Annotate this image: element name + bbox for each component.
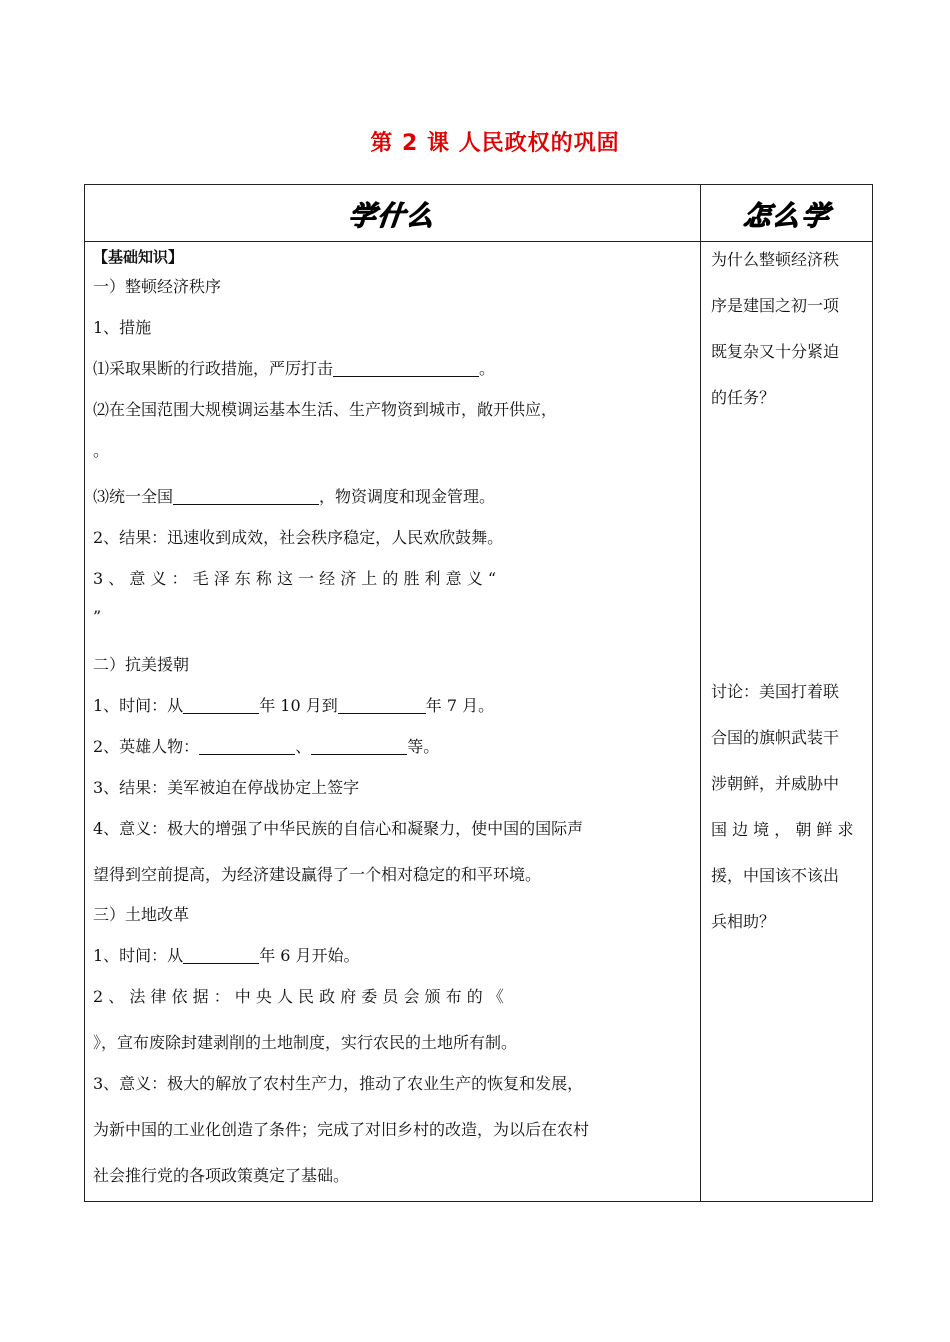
- discussion-line: 讨论：美国打着联: [711, 682, 840, 701]
- discussion-line: 兵相助？: [711, 912, 776, 931]
- discussion-line: 援，中国该不该出: [711, 866, 840, 885]
- section-2-title: 二）抗美援朝: [93, 655, 190, 674]
- s2-item-3: 3、结果：美军被迫在停战协定上签字: [93, 778, 360, 797]
- s3-item-2-line1: 2 、 法 律 依 据 ： 中 央 人 民 政 府 委 员 会 颁 布 的 《: [93, 987, 504, 1006]
- header-how-to-learn: 怎么学: [741, 200, 832, 232]
- s3-item-3-line1: 3、意义：极大的解放了农村生产力，推动了农业生产的恢复和发展，: [93, 1074, 584, 1093]
- s3-item-1: 1、时间：从 年 6 月开始。: [93, 946, 360, 965]
- question-1-line: 的任务？: [711, 388, 776, 407]
- fill-blank[interactable]: [183, 697, 259, 714]
- fill-blank[interactable]: [199, 738, 295, 755]
- discussion-line: 涉朝鲜，并威胁中: [711, 774, 840, 793]
- header-what-to-learn: 学什么: [347, 200, 438, 232]
- s2-item-4-line1: 4、意义：极大的增强了中华民族的自信心和凝聚力，使中国的国际声: [93, 819, 584, 838]
- question-1-line: 为什么整顿经济秩: [711, 250, 840, 269]
- s3-item-3-line2: 为新中国的工业化创造了条件；完成了对旧乡村的改造，为以后在农村: [93, 1120, 590, 1139]
- s1-item-3-end: ”: [93, 607, 102, 626]
- s2-item-2: 2、英雄人物： 、 等。: [93, 737, 440, 756]
- fill-blank[interactable]: [173, 488, 319, 505]
- s1-item-3: 3 、 意 义 ： 毛 泽 东 称 这 一 经 济 上 的 胜 利 意 义 “: [93, 569, 496, 588]
- s1-item-1: 1、措施: [93, 318, 152, 337]
- question-1-line: 序是建国之初一项: [711, 296, 840, 315]
- header-divider: [85, 241, 872, 242]
- s3-item-2-line2: 》，宣布废除封建剥削的土地制度，实行农民的土地所有制。: [93, 1033, 518, 1052]
- s1-measure-3: ⑶统一全国 ，物资调度和现金管理。: [93, 487, 496, 506]
- s2-item-1: 1、时间：从 年 10 月到 年 7 月。: [93, 696, 495, 715]
- section-3-title: 三）土地改革: [93, 905, 190, 924]
- page-title: 第 2 课 人民政权的巩固: [370, 131, 620, 156]
- section-label: 【基础知识】: [93, 248, 184, 266]
- fill-blank[interactable]: [183, 947, 259, 964]
- column-divider: [700, 185, 701, 1201]
- discussion-line: 国 边 境 ， 朝 鲜 求: [711, 820, 854, 839]
- fill-blank[interactable]: [333, 360, 479, 377]
- s1-measure-2: ⑵在全国范围大规模调运基本生活、生产物资到城市，敞开供应，: [93, 400, 558, 419]
- s1-item-2: 2、结果：迅速收到成效，社会秩序稳定，人民欢欣鼓舞。: [93, 528, 504, 547]
- fill-blank[interactable]: [338, 697, 426, 714]
- s3-item-3-line3: 社会推行党的各项政策奠定了基础。: [93, 1166, 350, 1185]
- s1-measure-1: ⑴采取果断的行政措施，严厉打击 。: [93, 359, 496, 378]
- fill-blank[interactable]: [311, 738, 407, 755]
- s1-measure-2-end: 。: [93, 441, 110, 460]
- study-table: [84, 184, 873, 1202]
- section-1-title: 一）整顿经济秩序: [93, 277, 222, 296]
- question-1-line: 既复杂又十分紧迫: [711, 342, 840, 361]
- s2-item-4-line2: 望得到空前提高，为经济建设赢得了一个相对稳定的和平环境。: [93, 865, 542, 884]
- discussion-line: 合国的旗帜武装干: [711, 728, 840, 747]
